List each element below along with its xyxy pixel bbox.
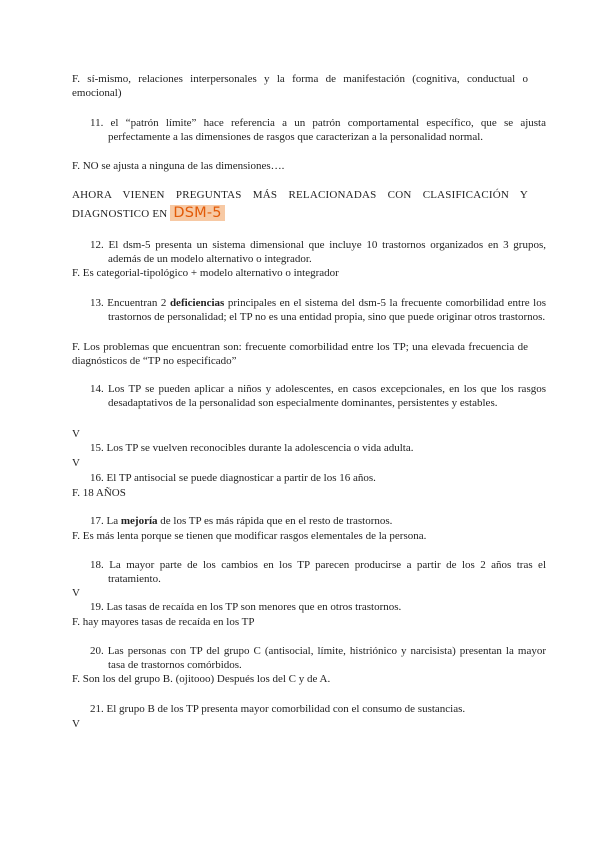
question-14 (90, 382, 546, 410)
question-text-end: de los TP es más rápida que en el resto de trastornos. (157, 515, 393, 527)
question-13 (90, 296, 546, 324)
question-number: 14. (90, 383, 104, 395)
dsm5-highlight: DSM-5 (170, 205, 224, 221)
question-text: el “patrón límite” hace referencia a un patrón comportamental específico, que se ajusta perfectamente a las dimensiones de rasgos que caracterizan a la personalidad normal. (108, 117, 546, 143)
answer-15: V (72, 457, 80, 469)
question-text: El dsm-5 presenta un sistema dimensional que incluye 10 trastornos organizados en 3 grupos, además de un modelo alternativo o integrador. (108, 239, 547, 265)
question-text-end: principales en el sistema del dsm-5 la frecuente comorbilidad entre los trastornos de personalidad; el TP no es una entidad propia, sino que puede originar otros trastornos. (108, 297, 546, 323)
question-17 (90, 514, 546, 528)
question-number: 13. (90, 297, 104, 309)
answer-21: V (72, 718, 80, 730)
question-number: 16. (90, 472, 104, 484)
answer-10: F. sí-mismo, relaciones interpersonales y la forma de manifestación (cognitiva, conductual o emocional) (72, 73, 528, 99)
question-number: 19. (90, 601, 104, 613)
answer-17: F. Es más lenta porque se tienen que modificar rasgos elementales de la persona. (72, 530, 427, 542)
answer-19: F. hay mayores tasas de recaída en los TP (72, 616, 255, 628)
question-text-start: Encuentran 2 (107, 297, 170, 309)
heading-text: AHORA VIENEN PREGUNTAS MÁS RELACIONADAS CON CLASIFICACIÓN Y DIAGNOSTICO EN (72, 189, 528, 220)
answer-16: F. 18 AÑOS (72, 487, 126, 499)
question-text: El TP antisocial se puede diagnosticar a partir de los 16 años. (106, 472, 376, 484)
question-text: La mayor parte de los cambios en los TP parecen producirse a partir de los 2 años tras el tratamiento. (108, 559, 546, 585)
question-text: Las tasas de recaída en los TP son menores que en otros trastornos. (106, 601, 402, 613)
question-number: 12. (90, 239, 104, 251)
question-number: 15. (90, 442, 104, 454)
question-number: 20. (90, 645, 104, 657)
answer-20: F. Son los del grupo B. (ojitooo) Después los del C y de A. (72, 673, 331, 685)
question-text: Las personas con TP del grupo C (antisocial, límite, histriónico y narcisista) presentan la mayor tasa de trastornos comórbidos. (107, 645, 547, 671)
question-text-start: La (106, 515, 121, 527)
answer-18: V (72, 587, 80, 599)
bold-term: deficiencias (169, 297, 225, 309)
question-19 (90, 600, 546, 614)
question-20 (90, 644, 546, 672)
question-number: 11. (90, 117, 104, 129)
question-12 (90, 238, 546, 266)
question-number: 17. (90, 515, 104, 527)
question-11 (90, 116, 546, 144)
question-text: El grupo B de los TP presenta mayor comorbilidad con el consumo de sustancias. (106, 703, 466, 715)
question-18 (90, 558, 546, 586)
answer-13: F. Los problemas que encuentran son: frecuente comorbilidad entre los TP; una elevada frecuencia de diagnósticos de “TP no especificado” (72, 341, 528, 367)
question-text: Los TP se pueden aplicar a niños y adolescentes, en casos excepcionales, en los que los rasgos desadaptativos de la personalidad son especialmente dominantes, persistentes y estables. (107, 383, 546, 409)
question-number: 21. (90, 703, 104, 715)
answer-11: F. NO se ajusta a ninguna de las dimensiones…. (72, 160, 285, 172)
question-16 (90, 471, 546, 485)
question-text: Los TP se vuelven reconocibles durante la adolescencia o vida adulta. (106, 442, 414, 454)
section-heading (72, 186, 528, 223)
answer-12: F. Es categorial-tipológico + modelo alternativo o integrador (72, 267, 339, 279)
question-21 (90, 702, 546, 716)
bold-term: mejoría (120, 515, 158, 527)
answer-14: V (72, 428, 80, 440)
question-15 (90, 441, 546, 455)
question-number: 18. (90, 559, 104, 571)
